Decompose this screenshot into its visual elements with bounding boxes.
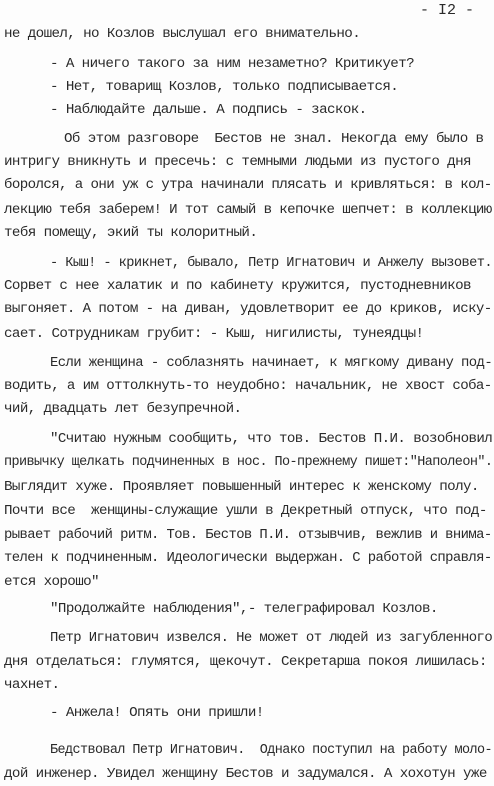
text-line: "Считаю нужным сообщить, что тов. Бестов П.И. возобновил bbox=[50, 431, 493, 447]
text-line: - Наблюдайте дальше. А подпись - заскок. bbox=[50, 102, 367, 118]
text-line: "Продолжайте наблюдения",- телеграфировал Козлов. bbox=[50, 601, 438, 617]
text-line: чий, двадцать лет безупречной. bbox=[4, 401, 242, 417]
text-line: ется хорошо" bbox=[4, 574, 99, 590]
text-line: рывает рабочий ритм. Тов. Бестов П.И. отзывчив, вежлив и внима- bbox=[4, 527, 492, 543]
text-line: - Кыш! - крикнет, бывало, Петр Игнатович и Анжелу вызовет. bbox=[50, 255, 493, 271]
text-line: - А ничего такого за ним незаметно? Критикует? bbox=[50, 56, 415, 72]
text-line: выгоняет. А потом - на диван, удовлетворит ее до криков, иску- bbox=[4, 301, 492, 317]
text-line: чахнет. bbox=[4, 677, 60, 693]
text-line: Почти все женщины-служащие ушли в Декретный отпуск, что под- bbox=[4, 503, 487, 519]
text-line: водить, а им оттолкнуть-то неудобно: начальник, не хвост соба- bbox=[4, 378, 492, 394]
text-line: Об этом разговоре Бестов не знал. Некогда ему было в bbox=[64, 131, 484, 147]
text-line: дой инженер. Увидел женщину Бестов и задумался. А хохотун уже bbox=[4, 766, 487, 782]
text-line: - Анжела! Опять они пришли! bbox=[50, 705, 264, 721]
text-line: Выглядит хуже. Проявляет повышенный интерес к женскому полу. bbox=[4, 479, 479, 495]
text-line: дня отделаться: глумятся, щекочут. Секретарша покоя лишилась: bbox=[4, 654, 487, 670]
text-line: Петр Игнатович извелся. Не может от людей из загубленного bbox=[50, 630, 493, 646]
text-line: Бедствовал Петр Игнатович. Однако поступил на работу моло- bbox=[50, 742, 492, 758]
page-number: - I2 - bbox=[420, 2, 475, 19]
text-line: сает. Сотрудникам грубит: - Кыш, нигилисты, тунеядцы! bbox=[4, 326, 424, 342]
text-line: боролся, а они уж с утра начинали плясать и кривляться: в кол- bbox=[4, 177, 492, 193]
text-line: лекцию тебя заберем! И тот самый в кепочке шепчет: в коллекцию bbox=[4, 202, 492, 218]
text-line: привычку щелкать подчиненных в нос. По-прежнему пишет:"Наполеон". bbox=[4, 454, 493, 470]
text-line: тебя помещу, экий ты колоритный. bbox=[4, 225, 258, 241]
text-line: Сорвет с нее халатик и по кабинету кружится, пустодневников bbox=[4, 278, 471, 294]
text-line: не дошел, но Козлов выслушал его внимательно. bbox=[4, 26, 361, 42]
text-line: Если женщина - соблазнять начинает, к мягкому дивану под- bbox=[50, 355, 493, 371]
text-line: интригу вникнуть и пресечь: с темными людьми из пустого дня bbox=[4, 154, 471, 170]
text-line: - Нет, товарищ Козлов, только подписывается. bbox=[50, 79, 399, 95]
text-line: телен к подчиненным. Идеологически выдержан. С работой справля- bbox=[4, 550, 492, 566]
